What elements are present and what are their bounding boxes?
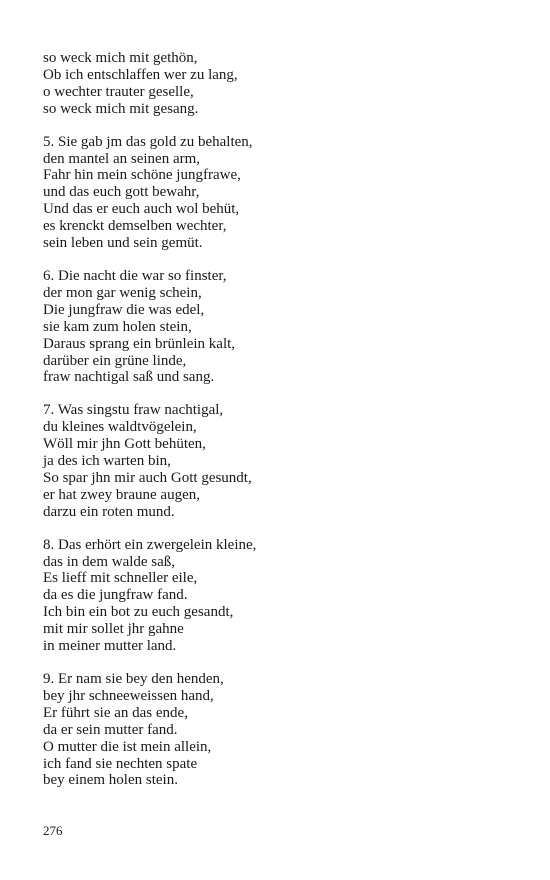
verse-line: du kleines waldtvögelein, [43, 419, 197, 436]
verse-line: es krenckt demselben wechter, [43, 218, 227, 235]
stanza-6 [43, 268, 523, 386]
verse-line: darzu ein roten mund. [43, 503, 175, 520]
verse-line: und das euch gott bewahr, [43, 184, 200, 201]
verse-line: 8. Das erhört ein zwergelein kleine, [43, 536, 257, 553]
verse-line: Fahr hin mein schöne jungfrawe, [43, 167, 241, 184]
verse-line: 7. Was singstu fraw nachtigal, [43, 402, 224, 419]
stanza-7 [43, 402, 523, 520]
poem-text [43, 50, 523, 805]
verse-line: darüber ein grüne linde, [43, 352, 187, 369]
verse-line: o wechter trauter geselle, [43, 83, 194, 100]
verse-line: So spar jhn mir auch Gott gesundt, [43, 469, 252, 486]
stanza-9 [43, 671, 523, 789]
verse-line: den mantel an seinen arm, [43, 150, 201, 167]
verse-line: Und das er euch auch wol behüt, [43, 201, 240, 218]
verse-line: 6. Die nacht die war so finster, [43, 267, 227, 284]
verse-line: der mon gar wenig schein, [43, 284, 202, 301]
verse-line: ich fand sie nechten spate [43, 755, 198, 772]
verse-line: sie kam zum holen stein, [43, 318, 192, 335]
stanza-8 [43, 537, 523, 655]
verse-line: Es lieff mit schneller eile, [43, 570, 198, 587]
page-number: 276 [43, 823, 63, 838]
verse-line: ja des ich warten bin, [43, 453, 171, 470]
verse-line: 5. Sie gab jm das gold zu behalten, [43, 133, 253, 150]
verse-line: das in dem walde saß, [43, 553, 176, 570]
verse-line: Daraus sprang ein brünlein kalt, [43, 335, 236, 352]
verse-line: bey jhr schneeweissen hand, [43, 687, 214, 704]
verse-line: fraw nachtigal saß und sang. [43, 369, 215, 386]
verse-line: in meiner mutter land. [43, 638, 177, 655]
verse-line: Die jungfraw die was edel, [43, 301, 205, 318]
verse-line: Ich bin ein bot zu euch gesandt, [43, 604, 234, 621]
verse-line: 9. Er nam sie bey den henden, [43, 671, 224, 687]
verse-line: Wöll mir jhn Gott behüten, [43, 436, 206, 453]
verse-line: da er sein mutter fand. [43, 721, 178, 738]
verse-line: Er führt sie an das ende, [43, 704, 188, 721]
verse-line: er hat zwey braune augen, [43, 486, 201, 503]
stanza-4-ending [43, 50, 523, 118]
verse-line: so weck mich mit gethön, [43, 50, 198, 66]
verse-line: O mutter die ist mein allein, [43, 738, 212, 755]
verse-line: da es die jungfraw fand. [43, 587, 188, 604]
verse-line: sein leben und sein gemüt. [43, 235, 203, 252]
verse-line: mit mir sollet jhr gahne [43, 621, 184, 638]
stanza-5 [43, 134, 523, 252]
verse-line: Ob ich entschlaffen wer zu lang, [43, 66, 238, 83]
verse-line: bey einem holen stein. [43, 772, 178, 789]
verse-line: so weck mich mit gesang. [43, 100, 199, 117]
